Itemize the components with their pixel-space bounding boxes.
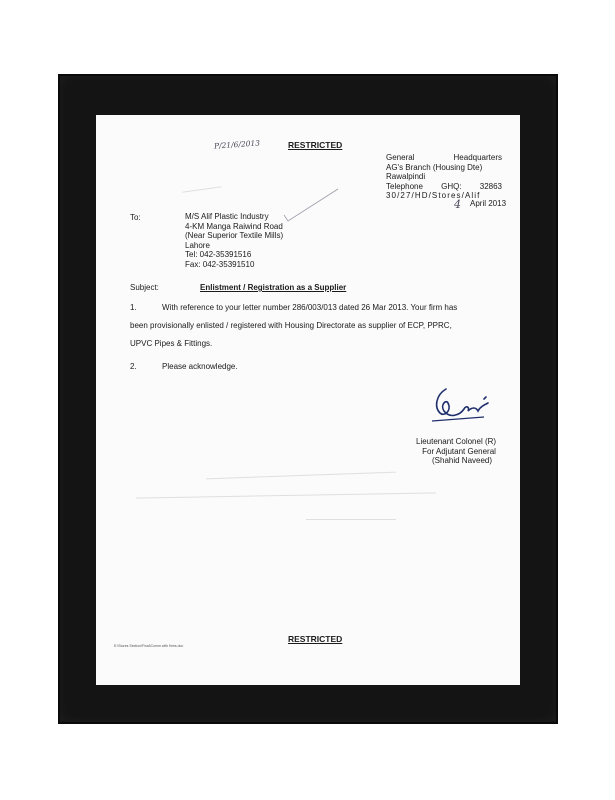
paragraph-1-line: With reference to your letter number 286/003/013 dated 26 Mar 2013. Your firm has [162, 303, 458, 312]
paragraph-2-number: 2. [130, 362, 137, 371]
recipient-line: Fax: 042-35391510 [185, 259, 255, 269]
scan-smudge [306, 519, 396, 520]
scan-smudge [182, 186, 222, 193]
recipient-line: Lahore [185, 240, 210, 250]
signature-mark [426, 381, 502, 427]
recipient-line: (Near Superior Textile Mills) [185, 231, 284, 241]
restricted-footer: RESTRICTED [288, 634, 343, 644]
recipient-line: 4-KM Manga Raiwind Road [185, 221, 283, 231]
signatory-name: (Shahid Naveed) [432, 456, 493, 466]
hq-general: General [386, 153, 415, 162]
recipient-line: Tel: 042-35391516 [185, 250, 252, 260]
sender-address [386, 153, 507, 211]
hq-branch: AG's Branch (Housing Dte) [386, 162, 483, 172]
check-mark-icon [282, 185, 342, 225]
scan-smudge [206, 472, 396, 480]
signature-block [416, 437, 496, 466]
paragraph-2-text: Please acknowledge. [162, 362, 238, 371]
paragraph-1-number: 1. [130, 303, 137, 312]
handwritten-reference: P/21/6/2013 [213, 138, 261, 151]
restricted-header: RESTRICTED [288, 140, 343, 150]
subject-text: Enlistment / Registration as a Supplier [200, 283, 347, 292]
scan-smudge [136, 492, 436, 498]
handwritten-day: 4 [454, 197, 461, 211]
paragraph-1-line: been provisionally enlisted / registered with Housing Directorate as supplier of ECP, PPRC, [130, 321, 452, 330]
paragraph-1-line: UPVC Pipes & Fittings. [130, 339, 213, 348]
letter-page [96, 115, 520, 685]
recipient-line: M/S Alif Plastic Industry [185, 212, 269, 221]
signatory-rank: Lieutenant Colonel (R) [416, 437, 497, 446]
hq-telephone-number: 32863 [479, 181, 502, 191]
to-label: To: [130, 213, 141, 222]
subject-label: Subject: [130, 283, 159, 292]
hq-headquarters: Headquarters [453, 153, 502, 162]
hq-ghq-label: GHQ: [441, 181, 462, 191]
recipient-address [185, 212, 283, 270]
signatory-capacity: For Adjutant General [422, 446, 496, 456]
hq-city: Rawalpindi [386, 172, 426, 182]
letter-date: April 2013 [470, 198, 507, 208]
file-path-footer: E:\Stores Section\Final\Comm with firms.doc [114, 644, 184, 648]
hq-telephone-label: Telephone [386, 181, 423, 191]
file-reference: 30/27/HD/Stores/Alif [386, 191, 481, 201]
